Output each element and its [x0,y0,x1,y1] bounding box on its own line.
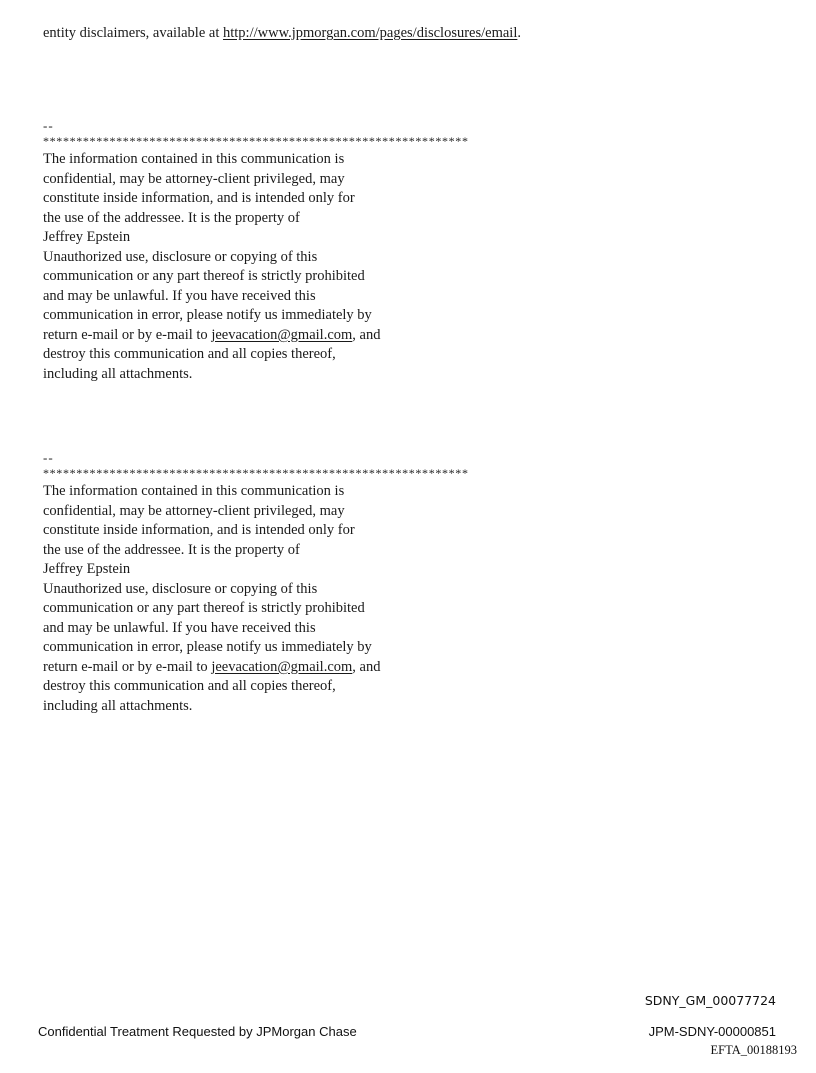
disclaimer-line: the use of the addressee. It is the property of [43,541,300,558]
disclaimer-line: the use of the addressee. It is the property of [43,209,300,226]
signature-separator: -- [43,118,54,133]
disclaimer-line: and may be unlawful. If you have received this [43,619,316,636]
signature-separator: -- [43,450,54,465]
email-prefix: return e-mail or by e-mail to [43,326,212,343]
email-link[interactable]: jeevacation@gmail.com [211,326,353,343]
disclaimer-line: The information contained in this communication is [43,151,345,167]
email-suffix: , and [352,326,381,343]
disclaimer-line: constitute inside information, and is intended only for [43,522,355,538]
intro-suffix: . [517,25,521,41]
email-suffix: , and [352,658,381,675]
disclaimer-email-line [43,658,513,678]
bates-number-sdny: SDNY_GM_00077724 [644,993,776,1008]
disclaimer-line: including all attachments. [43,365,193,382]
email-prefix: return e-mail or by e-mail to [43,658,212,675]
asterisk-divider: **************************************************************** [43,134,469,148]
disclaimer-line: communication in error, please notify us immediately by [43,307,372,323]
confidential-treatment-notice: Confidential Treatment Requested by JPMorgan Chase [38,1024,357,1039]
disclaimer-line: communication or any part thereof is strictly prohibited [43,600,365,616]
disclosures-link[interactable]: http://www.jpmorgan.com/pages/disclosures/email [222,25,518,41]
bates-number-jpm: JPM-SDNY-00000851 [648,1024,776,1039]
disclaimer-line: Unauthorized use, disclosure or copying of this [43,248,318,265]
disclaimer-email-line [43,326,513,346]
disclaimer-line: confidential, may be attorney-client privileged, may [43,170,345,187]
disclaimer-line: The information contained in this communication is [43,483,345,499]
asterisk-divider: **************************************************************** [43,466,469,480]
disclaimer-intro-line [43,24,521,44]
disclaimer-line: constitute inside information, and is intended only for [43,190,355,206]
disclaimer-line: destroy this communication and all copies thereof, [43,346,336,362]
email-signature-disclaimer [43,118,513,384]
owner-name: Jeffrey Epstein [43,561,131,577]
disclaimer-line: confidential, may be attorney-client privileged, may [43,502,345,519]
owner-name: Jeffrey Epstein [43,229,131,245]
disclaimer-line: destroy this communication and all copies thereof, [43,678,336,694]
intro-prefix: entity disclaimers, available at [43,25,223,41]
email-link[interactable]: jeevacation@gmail.com [211,658,353,675]
disclaimer-line: communication or any part thereof is strictly prohibited [43,268,365,284]
disclaimer-line: including all attachments. [43,697,193,714]
email-signature-disclaimer [43,450,513,716]
disclaimer-line: and may be unlawful. If you have received this [43,287,316,304]
disclaimer-line: communication in error, please notify us immediately by [43,639,372,655]
disclaimer-line: Unauthorized use, disclosure or copying of this [43,580,318,597]
bates-number-efta: EFTA_00188193 [710,1043,797,1057]
